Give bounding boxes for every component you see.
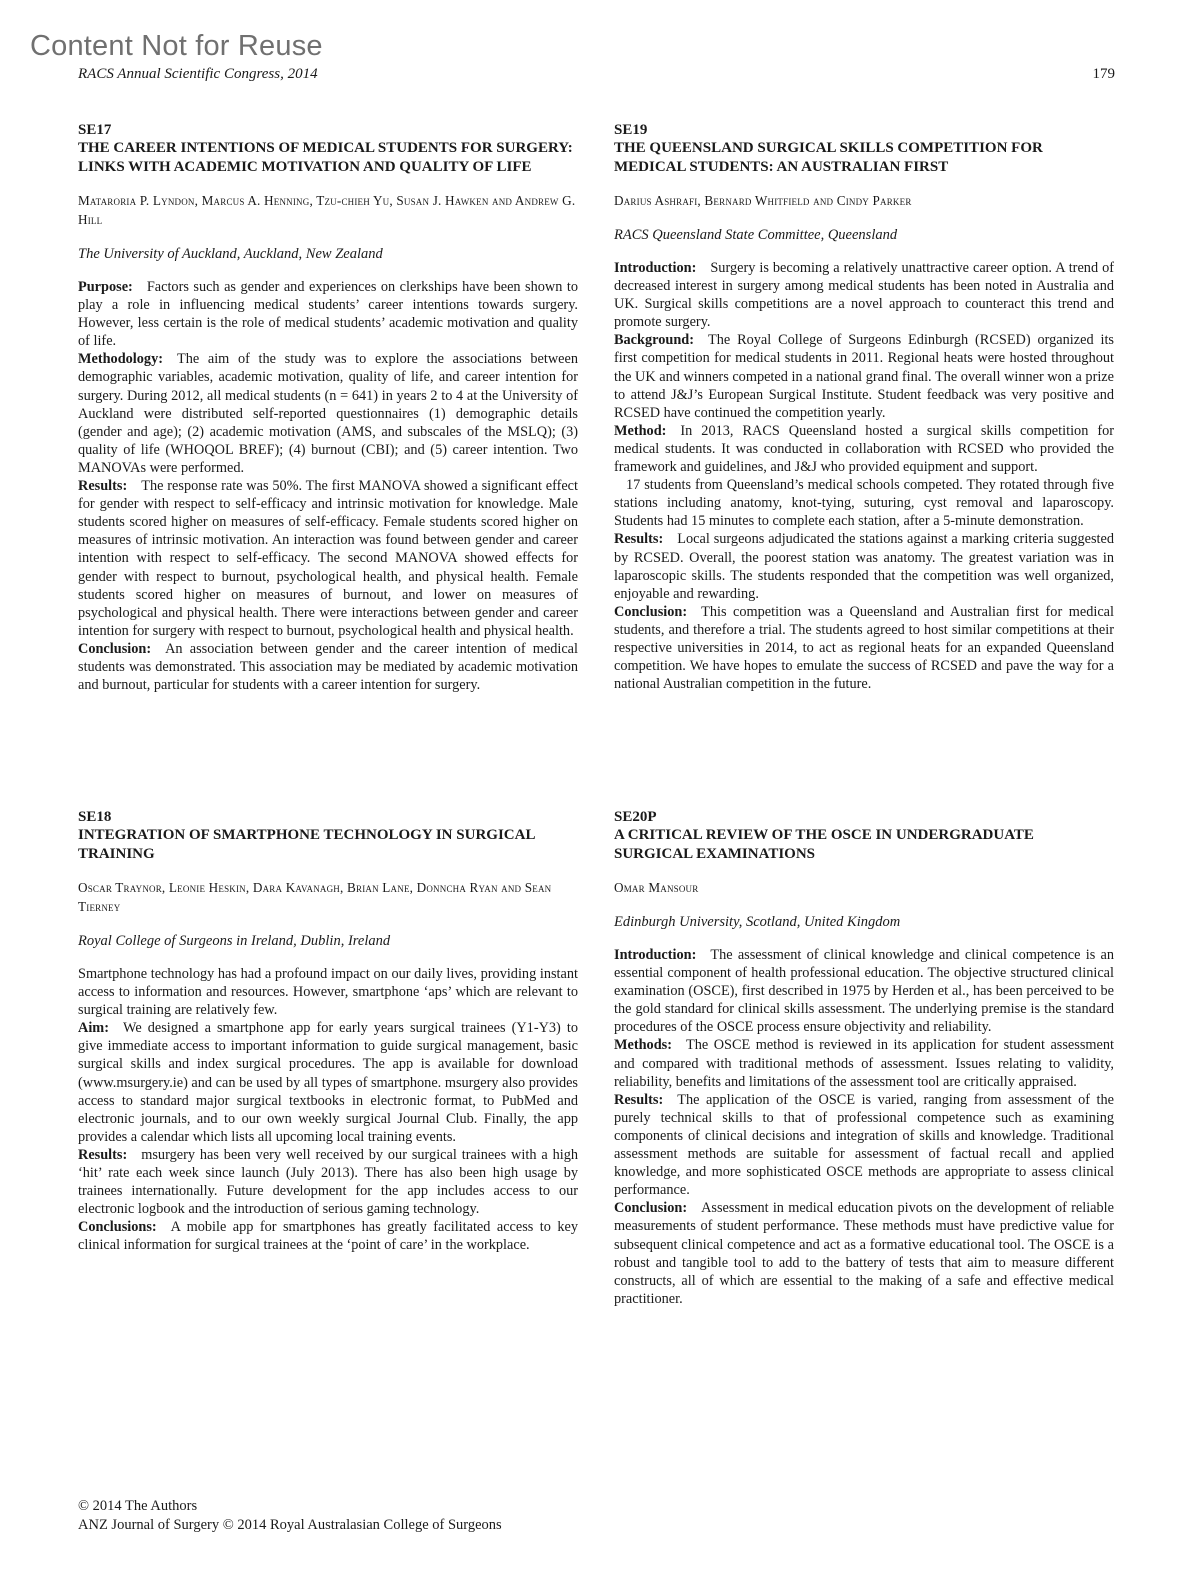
abstract-paragraph [78, 278, 578, 350]
abstract-code: SE20P [614, 809, 657, 825]
section-label: Results: [78, 1146, 128, 1163]
section-label: Conclusion: [614, 1200, 688, 1217]
section-label: Purpose: [78, 279, 133, 295]
running-head: RACS Annual Scientific Congress, 2014 [78, 66, 318, 82]
abstract-paragraph [78, 965, 578, 1019]
section-text: The response rate was 50%. The first MANOVA showed a significant effect for gender with respect to self-efficacy and intrinsic motivation for knowledge. Male students scored higher on measures of self-efficacy. Female students scored higher on measures of intrinsic motivation. An interaction was found between gender and career intention with respect to self-efficacy. The second MANOVA showed effects for gender with respect to burnout, psychological health, and physical health. Female students scored higher on measures of burnout, and lower on measures of psychological and physical health. There were interactions between gender and career intention for surgery with respect to burnout, psychological health and physical health. [78, 478, 578, 639]
footer-copyright: © 2014 The Authors [78, 1498, 198, 1514]
abstract-se20p [614, 808, 1114, 1308]
abstract-paragraph [614, 946, 1114, 1036]
section-label: Methods: [614, 1037, 672, 1054]
section-label: Method: [614, 422, 667, 439]
abstract-body [78, 965, 578, 1255]
section-label: Conclusion: [78, 640, 152, 657]
abstract-authors: Darius Ashrafi, Bernard Whitfield and Cindy Parker [614, 193, 912, 208]
section-label: Methodology: [78, 351, 163, 368]
section-label: Introduction: [614, 260, 697, 276]
abstract-paragraph [614, 1091, 1114, 1200]
section-label: Results: [78, 478, 128, 495]
abstract-authors: Mataroria P. Lyndon, Marcus A. Henning, Tzu-chieh Yu, Susan J. Hawken and Andrew G. Hill [78, 193, 576, 227]
abstract-paragraph [614, 1199, 1114, 1308]
abstract-paragraph [78, 640, 578, 694]
abstract-body [614, 259, 1114, 693]
abstract-affiliation: Royal College of Surgeons in Ireland, Dublin, Ireland [78, 933, 391, 949]
abstract-paragraph [78, 1146, 578, 1218]
section-text: The Royal College of Surgeons Edinburgh (RCSED) organized its first competition for medical students in 2011. Regional heats were hosted throughout the UK and winners competed in a national grand final. The overall winner won a prize to attend J&J’s European Surgical Institute. Student feedback was very positive and RCSED have continued the competition yearly. [614, 332, 1114, 421]
section-text: We designed a smartphone app for early years surgical trainees (Y1-Y3) to give immediate access to important information to guide surgical management, basic surgical skills and index surgical procedures. The app is available for download (www.msurgery.ie) and can be used by all types of smartphone. msurgery also provides access to standard major surgical textbooks in electronic format, to PubMed and electronic journals, and to our own weekly surgical Journal Club. Finally, the app provides a calendar which lists all upcoming local training events. [78, 1020, 578, 1145]
section-label: Background: [614, 332, 694, 349]
abstract-paragraph [614, 259, 1114, 331]
section-text: Smartphone technology has had a profound impact on our daily lives, providing instant access to information and resources. However, smartphone ‘aps’ which are relevant to surgical training are relatively few. [78, 966, 578, 1019]
abstract-paragraph [78, 350, 578, 477]
page-number: 179 [1092, 66, 1115, 82]
abstract-paragraph [614, 476, 1114, 530]
watermark: Content Not for Reuse [30, 30, 323, 62]
section-label: Results: [614, 531, 664, 548]
abstract-title: INTEGRATION OF SMARTPHONE TECHNOLOGY IN SURGICAL TRAINING [78, 827, 535, 862]
footer-journal: ANZ Journal of Surgery © 2014 Royal Australasian College of Surgeons [78, 1516, 502, 1533]
section-label: Results: [614, 1091, 664, 1108]
section-text: The OSCE method is reviewed in its application for student assessment and compared with traditional methods of assessment. Issues relating to validity, reliability, benefits and limitations of the assessment tool are critically appraised. [614, 1037, 1114, 1090]
abstract-paragraph [614, 331, 1114, 421]
abstract-body [614, 946, 1114, 1308]
abstract-paragraph [614, 1036, 1114, 1090]
section-text: A mobile app for smartphones has greatly facilitated access to key clinical information for surgical trainees at the ‘point of care’ in the workplace. [78, 1219, 578, 1254]
section-text: Factors such as gender and experiences on clerkships have been shown to play a role in influencing medical students’ career intentions towards surgery. However, less certain is the role of medical students’ academic motivation and quality of life. [78, 279, 578, 350]
section-text: The aim of the study was to explore the associations between demographic variables, academic motivation, quality of life, and career intention for surgery. During 2012, all medical students (n = 641) in years 2 to 4 at the University of Auckland were distributed self-reported questionnaires (1) demographic details (gender and age); (2) academic motivation (AMS, and subscales of the MSLQ); (3) quality of life (WHOQOL BREF); (4) burnout (CBI); and (5) career intention. Two MANOVAs were performed. [78, 351, 578, 476]
section-text: Surgery is becoming a relatively unattractive career option. A trend of decreased interest in surgery among medical students has been noted in Australia and UK. Surgical skills competitions are a novel approach to counteract this trend and promote surgery. [614, 260, 1114, 331]
section-text: Local surgeons adjudicated the stations against a marking criteria suggested by RCSED. Overall, the poorest station was anatomy. The greatest variation was in laparoscopic skills. The students responded that the competition was well organized, enjoyable and rewarding. [614, 531, 1114, 602]
section-text: msurgery has been very well received by our surgical trainees with a high ‘hit’ rate each week since launch (July 2013). There has also been high usage by trainees internationally. Future development for the app includes access to our electronic logbook and the introduction of serious gaming technology. [78, 1146, 578, 1218]
abstract-title: THE QUEENSLAND SURGICAL SKILLS COMPETITION FOR MEDICAL STUDENTS: AN AUSTRALIAN FIRST [614, 140, 1043, 175]
abstract-affiliation: RACS Queensland State Committee, Queensland [614, 227, 898, 243]
section-label: Conclusion: [614, 603, 688, 620]
abstract-paragraph [78, 1218, 578, 1254]
abstract-paragraph [614, 530, 1114, 602]
abstract-se19 [614, 121, 1114, 693]
abstract-affiliation: The University of Auckland, Auckland, New Zealand [78, 246, 383, 262]
abstract-paragraph [614, 603, 1114, 693]
section-label: Aim: [78, 1020, 109, 1037]
abstract-title: THE CAREER INTENTIONS OF MEDICAL STUDENTS FOR SURGERY: LINKS WITH ACADEMIC MOTIVATION AND QUALITY OF LIFE [78, 140, 573, 175]
abstract-body [78, 278, 578, 694]
abstract-paragraph [78, 1019, 578, 1146]
abstract-code: SE18 [78, 809, 112, 825]
abstract-code: SE17 [78, 122, 112, 138]
section-text: The application of the OSCE is varied, ranging from assessment of the purely technical skills to that of professional competence such as examining components of clinical decisions and integration of skills and knowledge. Traditional assessment methods are suitable for assessment of factual recall and applied knowledge, and more sophisticated OSCE methods are appropriate to assess clinical performance. [614, 1091, 1114, 1199]
section-text: Assessment in medical education pivots on the development of reliable measurements of student performance. These methods must have predictive value for subsequent clinical competence and act as a formative educational tool. The OSCE is a robust and tangible tool to add to the battery of tests that aim to measure different constructs, all of which are essential to the making of a safe and effective medical practitioner. [614, 1200, 1114, 1307]
abstract-code: SE19 [614, 122, 648, 138]
section-label: Conclusions: [78, 1219, 157, 1236]
abstract-title: A CRITICAL REVIEW OF THE OSCE IN UNDERGRADUATE SURGICAL EXAMINATIONS [614, 827, 1034, 862]
abstract-authors: Omar Mansour [614, 880, 699, 895]
section-text: In 2013, RACS Queensland hosted a surgical skills competition for medical students. It was conducted in collaboration with RCSED who provided the framework and guidelines, and J&J who provided equipment and support. [614, 422, 1114, 476]
section-text: The assessment of clinical knowledge and clinical competence is an essential component of health professional education. The objective structured clinical examination (OSCE), first described in 1975 by Herden et al., has been perceived to be the gold standard for clinical skills assessment. The underlying premise is the standard procedures of the OSCE process ensure objectivity and reliability. [614, 947, 1114, 1036]
abstract-paragraph [614, 422, 1114, 476]
abstract-se18 [78, 808, 578, 1255]
section-text: This competition was a Queensland and Australian first for medical students, and therefore a trial. The students agreed to host similar competitions at their respective universities in 2014, to act as regional heats for an expanded Queensland competition. We have hopes to emulate the success of RCSED and pave the way for a national Australian competition in the future. [614, 603, 1114, 693]
abstract-authors: Oscar Traynor, Leonie Heskin, Dara Kavanagh, Brian Lane, Donncha Ryan and Sean Tierney [78, 880, 552, 914]
abstract-affiliation: Edinburgh University, Scotland, United Kingdom [614, 914, 901, 930]
section-label: Introduction: [614, 947, 697, 963]
page-footer [78, 1497, 502, 1534]
abstract-se17 [78, 121, 578, 694]
section-text: 17 students from Queensland’s medical schools competed. They rotated through five stations including anatomy, knot-tying, suturing, cyst removal and laparoscopy. Students had 15 minutes to complete each station, after a 5-minute demonstration. [614, 477, 1114, 530]
section-text: An association between gender and the career intention of medical students was demonstrated. This association may be mediated by academic motivation and burnout, particular for students with a career intention for surgery. [78, 640, 578, 694]
abstract-paragraph [78, 477, 578, 640]
